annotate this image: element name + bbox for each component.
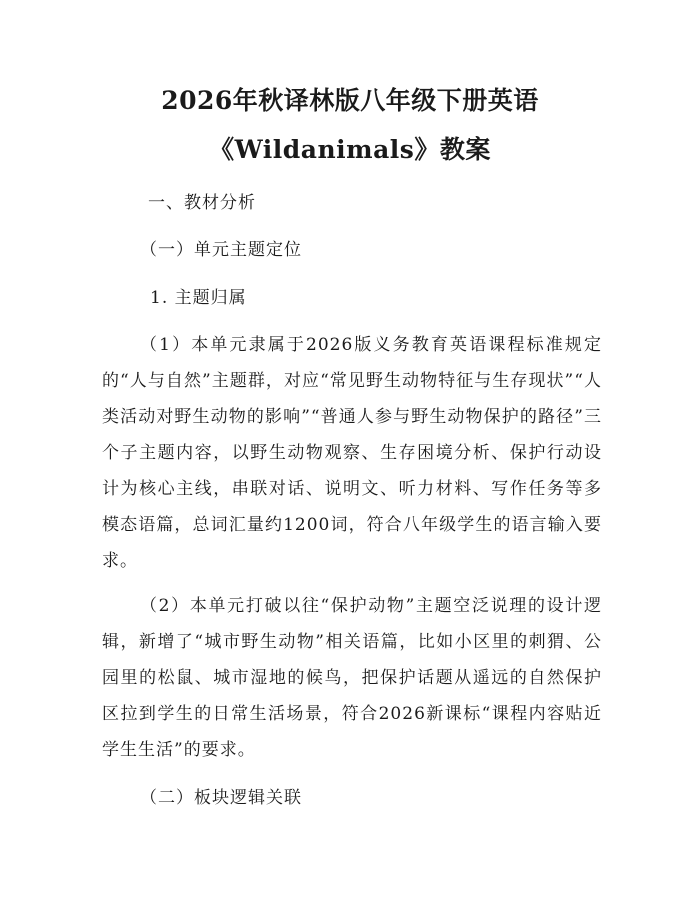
paragraph-theme-group: （1）本单元隶属于2026版义务教育英语课程标准规定的“人与自然”主题群，对应“常见野生动物特征与生存现状”“人类活动对野生动物的影响”“普通人参与野生动物保护的路径”三个子主题内容，以野生动物观察、生存困境分析、保护行动设计为核心主线，串联对话、说明文、听力材料、写作任务等多模态语篇，总词汇量约1200词，符合八年级学生的语言输入要求。 xyxy=(102,335,602,571)
item-heading-theme-category: 1. 主题归属 xyxy=(150,288,247,308)
section-heading-textbook-analysis: 一、教材分析 xyxy=(148,193,256,213)
document-title-line-2: 《Wildanimals》教案 xyxy=(209,135,491,164)
paragraph-urban-wildlife: （2）本单元打破以往“保护动物”主题空泛说理的设计逻辑，新增了“城市野生动物”相关语篇，比如小区里的刺猬、公园里的松鼠、城市湿地的候鸟，把保护话题从遥远的自然保护区拉到学生的日常生活场景，符合2026新课标“课程内容贴近学生生活”的要求。 xyxy=(102,596,602,760)
document-title-line-1: 2026年秋译林版八年级下册英语 xyxy=(161,86,539,115)
subsection-heading-unit-theme: （一）单元主题定位 xyxy=(140,240,302,260)
subsection-heading-module-logic: （二）板块逻辑关联 xyxy=(140,788,302,808)
